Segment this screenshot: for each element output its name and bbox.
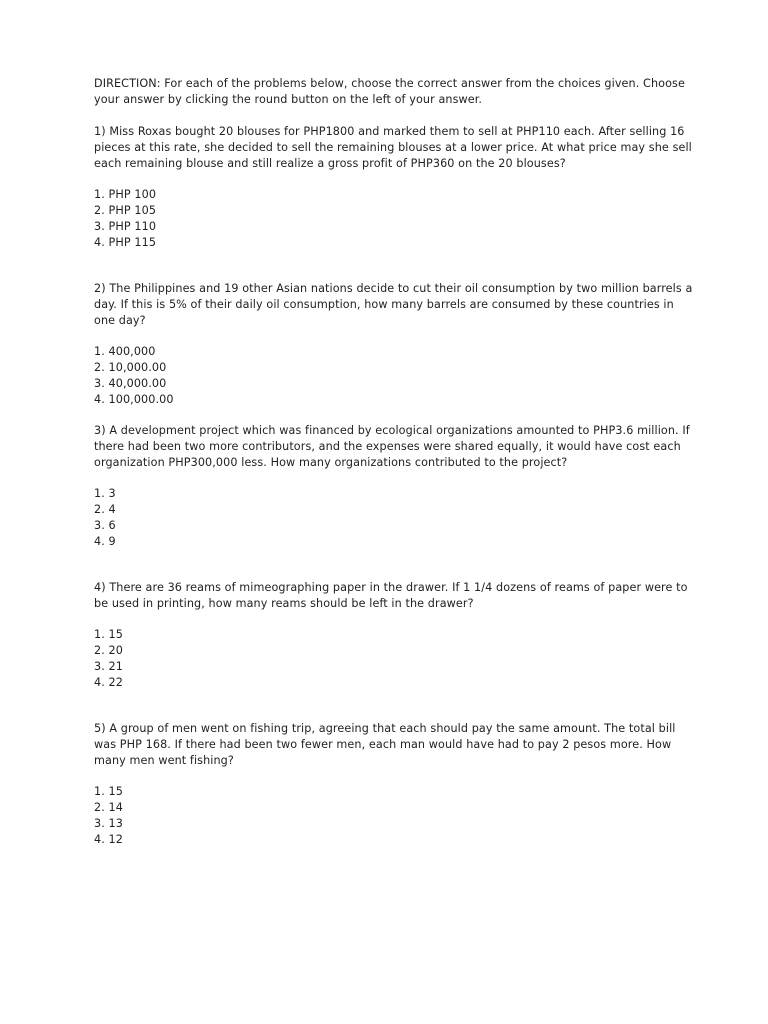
problem-4-choice-3[interactable]: 3. 21: [94, 660, 123, 673]
problem-5-choice-3[interactable]: 3. 13: [94, 817, 123, 830]
problem-3-choice-3[interactable]: 3. 6: [94, 519, 116, 532]
problem-3-choice-2[interactable]: 2. 4: [94, 503, 116, 516]
problem-3-choice-1[interactable]: 1. 3: [94, 487, 116, 500]
problem-4-choice-1[interactable]: 1. 15: [94, 628, 123, 641]
problem-2-choice-4[interactable]: 4. 100,000.00: [94, 393, 174, 406]
problem-2-question: 2) The Philippines and 19 other Asian nations decide to cut their oil consumption by two million barrels a day. If this is 5% of their daily oil consumption, how many barrels are consumed by these countries in one day?: [94, 282, 693, 327]
problem-2-choice-3[interactable]: 3. 40,000.00: [94, 377, 167, 390]
problem-5-choice-1[interactable]: 1. 15: [94, 785, 123, 798]
problem-1: [94, 124, 694, 251]
problem-4: [94, 580, 694, 691]
problem-1-question: 1) Miss Roxas bought 20 blouses for PHP1800 and marked them to sell at PHP110 each. After selling 16 pieces at this rate, she decided to sell the remaining blouses at a lower price. At what price may she sell each remaining blouse and still realize a gross profit of PHP360 on the 20 blouses?: [94, 125, 692, 170]
problem-4-choice-2[interactable]: 2. 20: [94, 644, 123, 657]
quiz-document: [94, 76, 694, 848]
problem-4-choices: [94, 627, 694, 691]
problem-2-choices: [94, 344, 694, 408]
problem-3: [94, 423, 694, 550]
problem-5-choice-4[interactable]: 4. 12: [94, 833, 123, 846]
direction-text: DIRECTION: For each of the problems below, choose the correct answer from the choices given. Choose your answer by clicking the round button on the left of your answer.: [94, 77, 685, 106]
problem-1-choice-2[interactable]: 2. PHP 105: [94, 204, 157, 217]
problem-5-choices: [94, 784, 694, 848]
problem-2-choice-1[interactable]: 1. 400,000: [94, 345, 156, 358]
problem-5-choice-2[interactable]: 2. 14: [94, 801, 123, 814]
problem-4-question: 4) There are 36 reams of mimeographing paper in the drawer. If 1 1/4 dozens of reams of paper were to be used in printing, how many reams should be left in the drawer?: [94, 581, 688, 610]
problem-3-choices: [94, 486, 694, 550]
problem-2-choice-2[interactable]: 2. 10,000.00: [94, 361, 167, 374]
problem-2: [94, 281, 694, 408]
problem-5: [94, 721, 694, 848]
problem-1-choice-3[interactable]: 3. PHP 110: [94, 220, 157, 233]
problem-1-choice-1[interactable]: 1. PHP 100: [94, 188, 157, 201]
problem-3-question: 3) A development project which was financed by ecological organizations amounted to PHP3.6 million. If there had been two more contributors, and the expenses were shared equally, it would have cost each organization PHP300,000 less. How many organizations contributed to the project?: [94, 424, 690, 469]
problem-4-choice-4[interactable]: 4. 22: [94, 676, 123, 689]
problem-5-question: 5) A group of men went on fishing trip, agreeing that each should pay the same amount. The total bill was PHP 168. If there had been two fewer men, each man would have had to pay 2 pesos more. How many men went fishing?: [94, 722, 676, 767]
problem-1-choices: [94, 187, 694, 251]
problem-1-choice-4[interactable]: 4. PHP 115: [94, 236, 157, 249]
problem-3-choice-4[interactable]: 4. 9: [94, 535, 116, 548]
